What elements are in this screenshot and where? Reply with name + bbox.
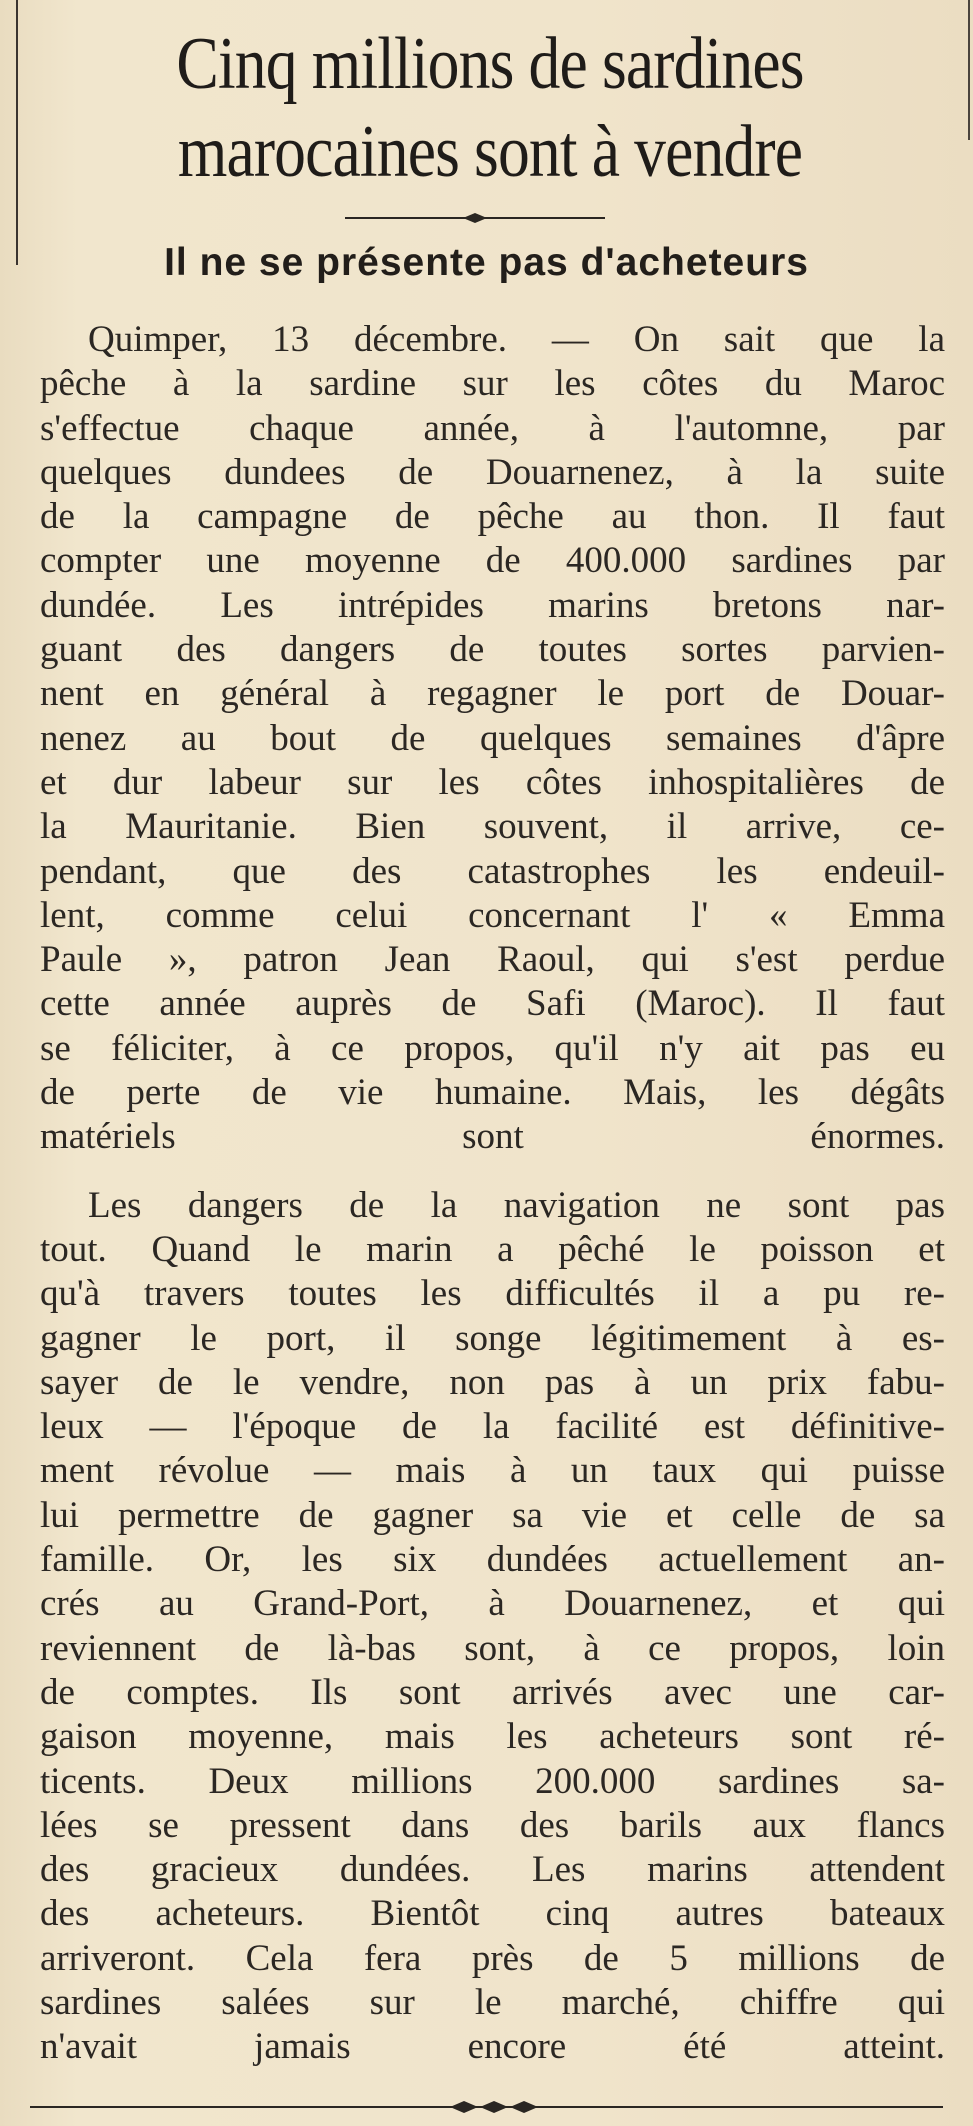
text-line: n'avait jamais encore été atteint. [40, 2026, 945, 2068]
text-line: ment révolue — mais à un taux qui puisse [40, 1450, 945, 1492]
text-line: cette année auprès de Safi (Maroc). Il faut [40, 983, 945, 1025]
text-line: des acheteurs. Bientôt cinq autres bateaux [40, 1893, 945, 1935]
text-line: de comptes. Ils sont arrivés avec une car- [40, 1671, 945, 1713]
text-line: quelques dundees de Douarnenez, à la suite [40, 451, 945, 493]
column-rule-right [968, 0, 970, 140]
headline-line-1: Cinq millions de sardines [176, 23, 804, 105]
text-line: dundée. Les intrépides marins bretons nar- [40, 584, 945, 626]
text-line: crés au Grand-Port, à Douarnenez, et qui [40, 1583, 945, 1625]
text-line: gagner le port, il songe légitimement à es- [40, 1317, 945, 1359]
headline-line-2: marocaines sont à vendre [177, 111, 803, 193]
text-line: s'effectue chaque année, à l'automne, par [40, 407, 945, 449]
text-line: Paule », patron Jean Raoul, qui s'est perdue [40, 939, 945, 981]
text-line: arriveront. Cela fera près de 5 millions de [40, 1937, 945, 1979]
text-line: gaison moyenne, mais les acheteurs sont ré- [40, 1716, 945, 1758]
text-line: Les dangers de la navigation ne sont pas [88, 1184, 945, 1226]
text-line: nent en général à regagner le port de Douar- [40, 673, 945, 715]
column-rule-left [16, 0, 18, 265]
text-line: la Mauritanie. Bien souvent, il arrive, ce- [40, 806, 945, 848]
headline-divider-ornament [345, 208, 605, 228]
footer-divider-ornament [30, 2097, 943, 2117]
text-line: ticents. Deux millions 200.000 sardines sa- [40, 1760, 945, 1802]
text-line: famille. Or, les six dundées actuellement an- [40, 1539, 945, 1581]
text-line: sardines salées sur le marché, chiffre qui [40, 1981, 945, 2023]
text-line: de perte de vie humaine. Mais, les dégâts [40, 1072, 945, 1114]
text-line: se féliciter, à ce propos, qu'il n'y ait pas eu [40, 1027, 945, 1069]
article-body [40, 318, 945, 2070]
headline [103, 20, 877, 196]
text-line: matériels sont énormes. [40, 1116, 945, 1158]
text-line: pendant, que des catastrophes les endeuil- [40, 850, 945, 892]
text-line: qu'à travers toutes les difficultés il a pu re- [40, 1273, 945, 1315]
text-line: guant des dangers de toutes sortes parvien- [40, 629, 945, 671]
text-line: lées se pressent dans des barils aux flancs [40, 1804, 945, 1846]
text-line: sayer de le vendre, non pas à un prix fabu- [40, 1361, 945, 1403]
text-line: de la campagne de pêche au thon. Il faut [40, 496, 945, 538]
text-line: et dur labeur sur les côtes inhospitalières de [40, 761, 945, 803]
text-line: nenez au bout de quelques semaines d'âpre [40, 717, 945, 759]
text-line: pêche à la sardine sur les côtes du Maroc [40, 363, 945, 405]
text-line: Quimper, 13 décembre. — On sait que la [88, 319, 945, 360]
text-line: des gracieux dundées. Les marins attendent [40, 1849, 945, 1891]
text-line: tout. Quand le marin a pêché le poisson et [40, 1228, 945, 1270]
subheadline: Il ne se présente pas d'acheteurs [164, 241, 809, 284]
paragraph-1 [40, 318, 945, 1160]
text-line: lui permettre de gagner sa vie et celle de sa [40, 1494, 945, 1536]
paragraph-2 [40, 1184, 945, 2070]
text-line: reviennent de là-bas sont, à ce propos, loin [40, 1627, 945, 1669]
text-line: lent, comme celui concernant l' « Emma [40, 894, 945, 936]
text-line: compter une moyenne de 400.000 sardines par [40, 540, 945, 582]
text-line: leux — l'époque de la facilité est définitive- [40, 1406, 945, 1448]
